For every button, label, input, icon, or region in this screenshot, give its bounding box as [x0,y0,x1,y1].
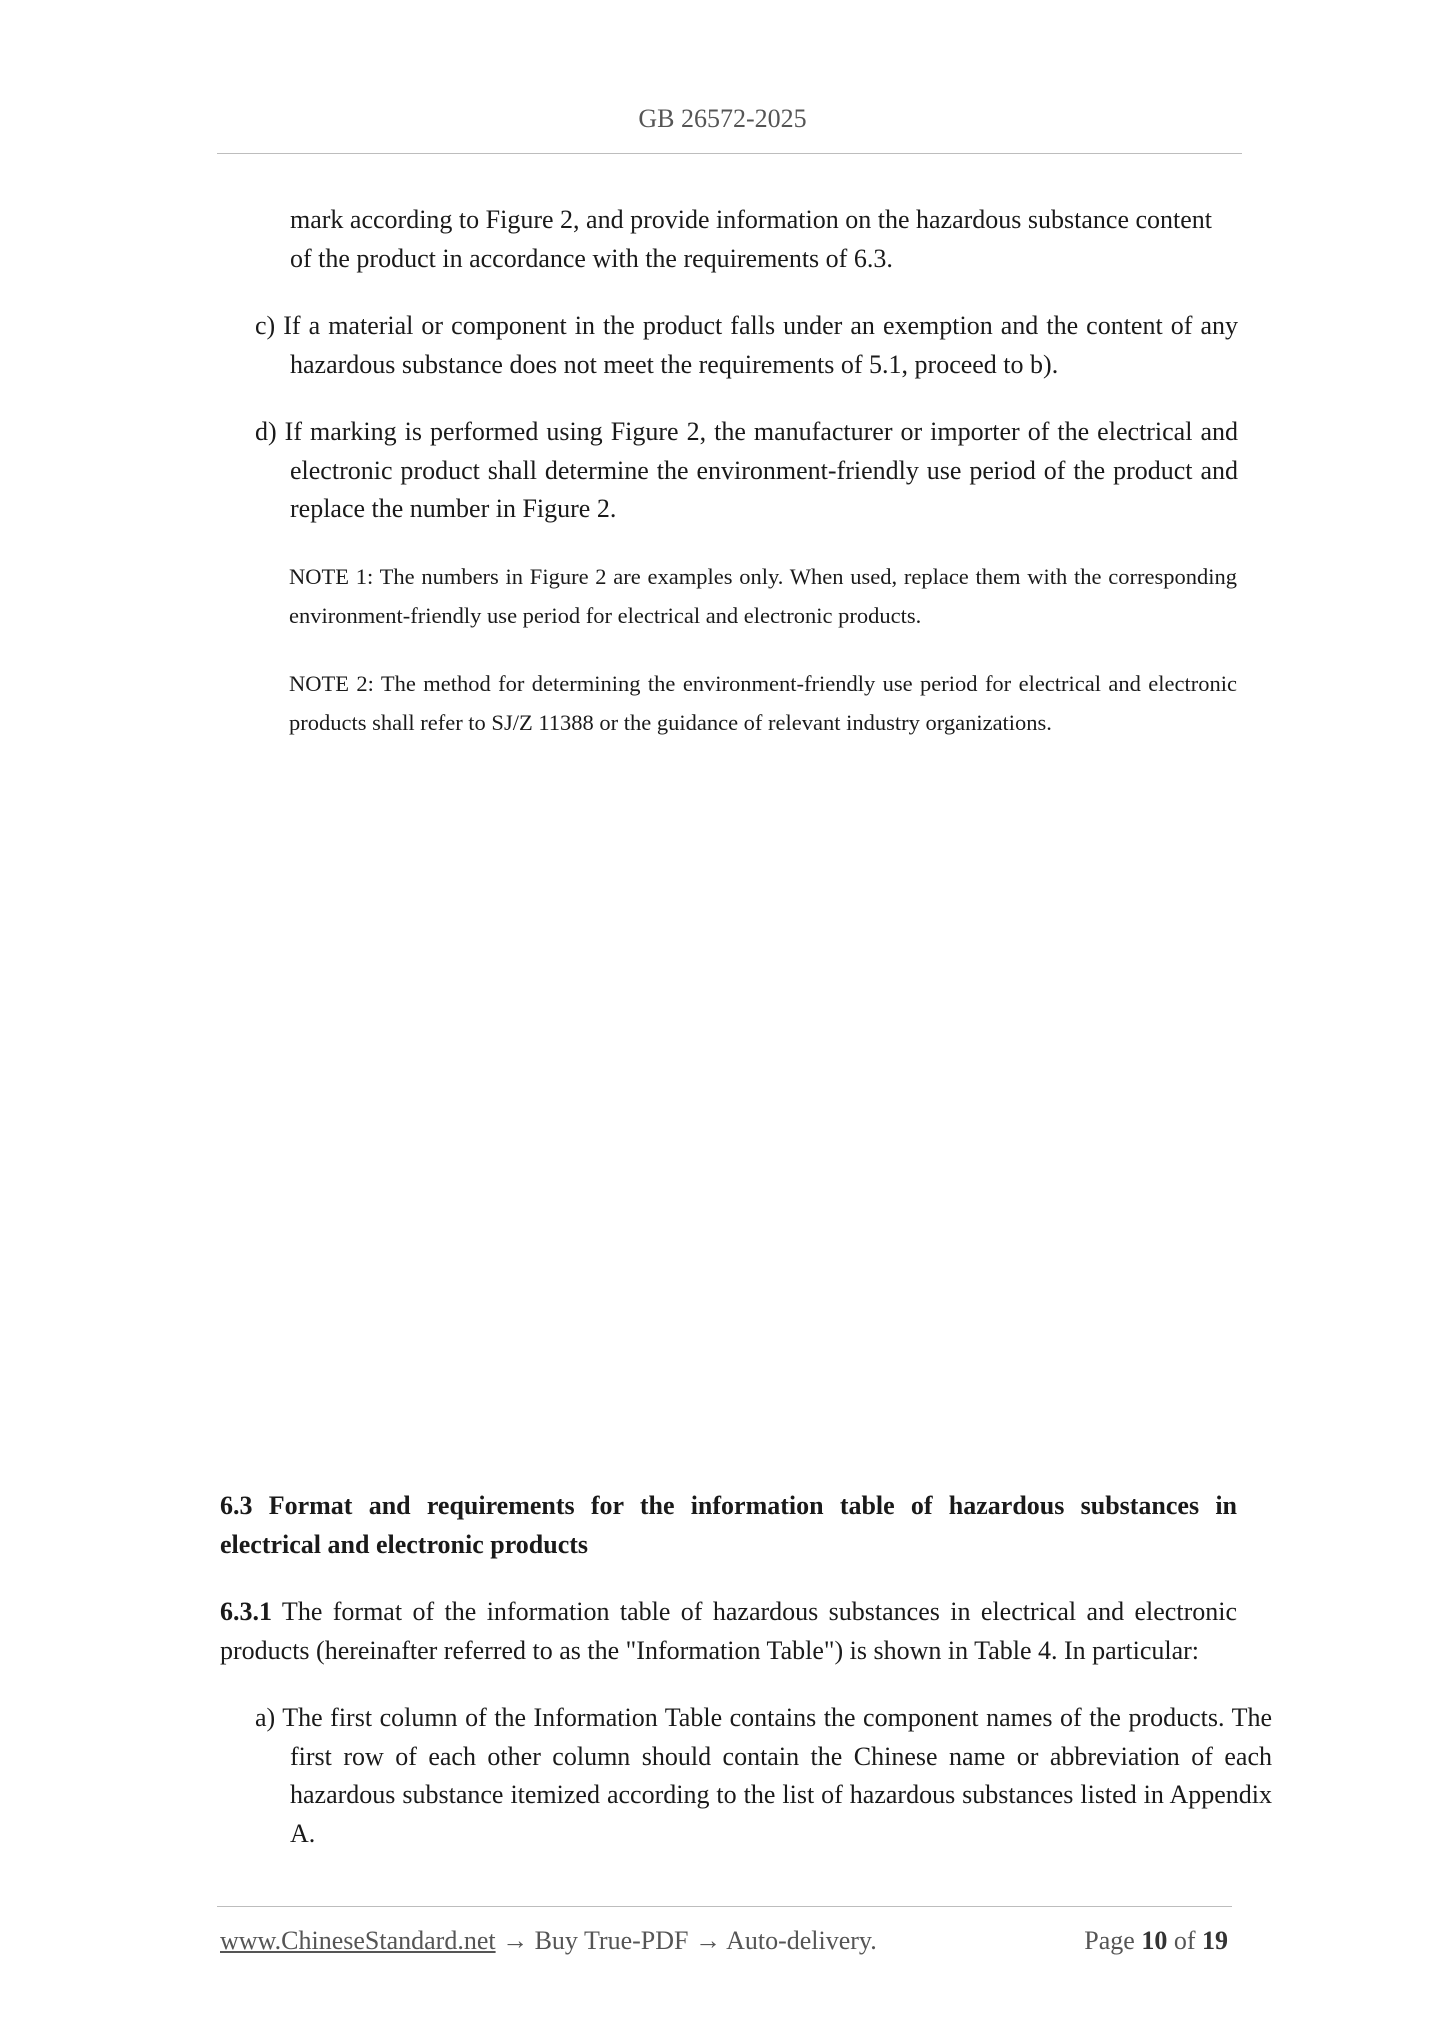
page-total: 19 [1202,1926,1228,1955]
footer-promo [220,1926,877,1956]
section-heading-6-3: 6.3 Format and requirements for the information table of hazardous substances in electrical and electronic products [220,1491,1237,1559]
note-1: NOTE 1: The numbers in Figure 2 are examples only. When used, replace them with the corresponding environment-friendly use period for electrical and electronic products. [289,564,1237,628]
note-2: NOTE 2: The method for determining the environment-friendly use period for electrical and electronic products shall refer to SJ/Z 11388 or the guidance of relevant industry organizations. [289,671,1237,735]
continuation-paragraph [290,201,1240,278]
header-divider [217,153,1242,154]
clause-6-3-1 [220,1593,1237,1670]
page-indicator [1084,1926,1228,1956]
arrow-right-icon: → [495,1926,535,1955]
page-header-title: GB 26572-2025 [638,104,807,133]
arrow-right-icon: → [688,1926,727,1955]
list-item-c: c) If a material or component in the product falls under an exemption and the content of any hazardous substance does not meet the requirements of 5.1, proceed to b). [255,311,1238,379]
continuation-line-2: of the product in accordance with the requirements of 6.3. [290,243,893,273]
clause-text: The format of the information table of hazardous substances in electrical and electronic products (hereinafter referred to as the "Information Table") is shown in Table 4. In particular: [220,1597,1237,1665]
page-number: 10 [1141,1926,1168,1955]
of-label: of [1167,1926,1202,1955]
list-item-d: d) If marking is performed using Figure 2, the manufacturer or importer of the electrical and electronic product shall determine the environment-friendly use period of the product and replace the number in Figure 2. [255,417,1238,523]
page-label: Page [1084,1926,1142,1955]
clause-number: 6.3.1 [220,1597,272,1626]
footer-divider [217,1906,1232,1907]
buy-true-pdf-text: Buy True-PDF [534,1926,689,1955]
continuation-line-1: mark according to Figure 2, and provide information on the hazardous substance content [290,205,1213,234]
auto-delivery-text: Auto-delivery. [726,1926,877,1955]
website-link[interactable]: www.ChineseStandard.net [220,1926,496,1955]
list-item-a: a) The first column of the Information Table contains the component names of the products. The first row of each other column should contain the Chinese name or abbreviation of each hazardous substance itemized according to the list of hazardous substances listed in Appendix A. [255,1703,1272,1848]
